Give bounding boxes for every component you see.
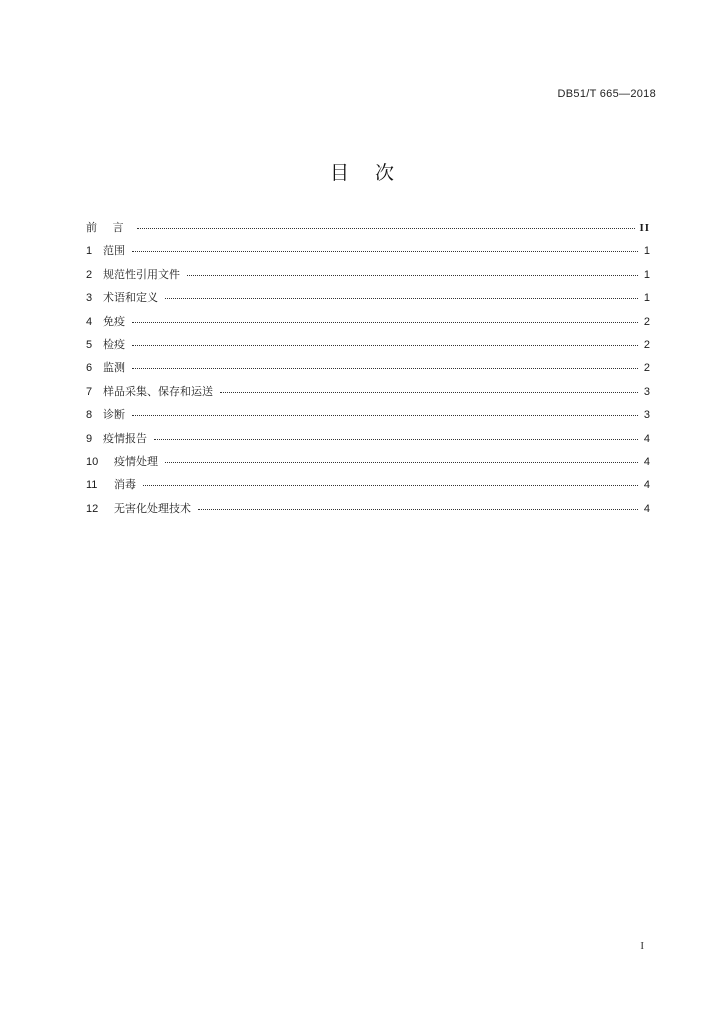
toc-entry-4[interactable] xyxy=(86,310,650,333)
toc-entry-12[interactable] xyxy=(86,497,650,520)
toc-entry-number: 2 xyxy=(86,268,93,281)
toc-entry-5[interactable] xyxy=(86,333,650,356)
toc-entry-page: 4 xyxy=(643,432,650,445)
toc-entry-6[interactable] xyxy=(86,356,650,379)
toc-entry-label: 样品采集、保存和运送 xyxy=(103,384,213,398)
toc-entry-label: 规范性引用文件 xyxy=(103,267,180,281)
toc-entry-number: 4 xyxy=(86,315,93,328)
toc-leader-dots xyxy=(132,250,638,252)
toc-entry-number: 10 xyxy=(86,455,99,468)
toc-leader-dots xyxy=(132,414,638,416)
toc-entry-label: 无害化处理技术 xyxy=(114,501,191,515)
toc-entry-page: 3 xyxy=(643,409,650,422)
toc-entry-page: 2 xyxy=(643,338,650,351)
toc-entry-page: 4 xyxy=(643,479,650,492)
table-of-contents xyxy=(86,216,650,520)
toc-entry-page: 1 xyxy=(643,245,650,258)
toc-leader-dots xyxy=(137,227,636,229)
toc-leader-dots xyxy=(154,438,638,440)
toc-leader-dots xyxy=(132,367,638,369)
toc-entry-number: 12 xyxy=(86,502,99,515)
toc-entry-number: 6 xyxy=(86,362,93,375)
toc-entry-page: 2 xyxy=(643,315,650,328)
toc-entry-10[interactable] xyxy=(86,450,650,473)
toc-entry-number: 9 xyxy=(86,432,93,445)
toc-entry-3[interactable] xyxy=(86,286,650,309)
toc-entry-9[interactable] xyxy=(86,427,650,450)
toc-leader-dots xyxy=(132,344,638,346)
toc-entry-7[interactable] xyxy=(86,380,650,403)
toc-entry-number: 11 xyxy=(86,479,98,492)
toc-leader-dots xyxy=(165,297,638,299)
toc-entry-number: 5 xyxy=(86,338,93,351)
toc-entry-preface[interactable] xyxy=(86,216,650,239)
toc-entry-label: 监测 xyxy=(103,361,125,375)
toc-entry-page: 1 xyxy=(643,292,650,305)
toc-entry-8[interactable] xyxy=(86,403,650,426)
page-title: 目次 xyxy=(329,162,420,184)
toc-entry-number: 8 xyxy=(86,409,93,422)
toc-entry-page: II xyxy=(639,222,650,234)
toc-leader-dots xyxy=(165,461,638,463)
toc-entry-page: 4 xyxy=(643,502,650,515)
toc-leader-dots xyxy=(187,274,638,276)
toc-entry-label: 检疫 xyxy=(103,337,125,351)
toc-entry-page: 3 xyxy=(643,385,650,398)
toc-entry-label: 免疫 xyxy=(103,314,125,328)
toc-leader-dots xyxy=(220,391,638,393)
toc-entry-label: 疫情处理 xyxy=(114,454,158,468)
toc-entry-number: 3 xyxy=(86,292,93,305)
toc-entry-number: 7 xyxy=(86,385,93,398)
toc-leader-dots xyxy=(143,484,638,486)
page-number: I xyxy=(640,940,644,952)
toc-entry-page: 1 xyxy=(643,268,650,281)
toc-entry-label: 范围 xyxy=(103,244,125,258)
toc-leader-dots xyxy=(198,508,638,510)
toc-entry-label: 诊断 xyxy=(103,408,125,422)
toc-entry-label: 疫情报告 xyxy=(103,431,147,445)
toc-entry-label: 术语和定义 xyxy=(103,291,158,305)
toc-entry-label: 消毒 xyxy=(114,478,136,492)
toc-entry-number: 1 xyxy=(86,245,93,258)
toc-entry-11[interactable] xyxy=(86,473,650,496)
toc-entry-page: 2 xyxy=(643,362,650,375)
toc-entry-2[interactable] xyxy=(86,263,650,286)
toc-entry-page: 4 xyxy=(643,455,650,468)
toc-entry-label: 前 言 xyxy=(86,221,130,234)
toc-entry-1[interactable] xyxy=(86,239,650,262)
document-code: DB51/T 665—2018 xyxy=(557,88,656,100)
toc-leader-dots xyxy=(132,321,638,323)
